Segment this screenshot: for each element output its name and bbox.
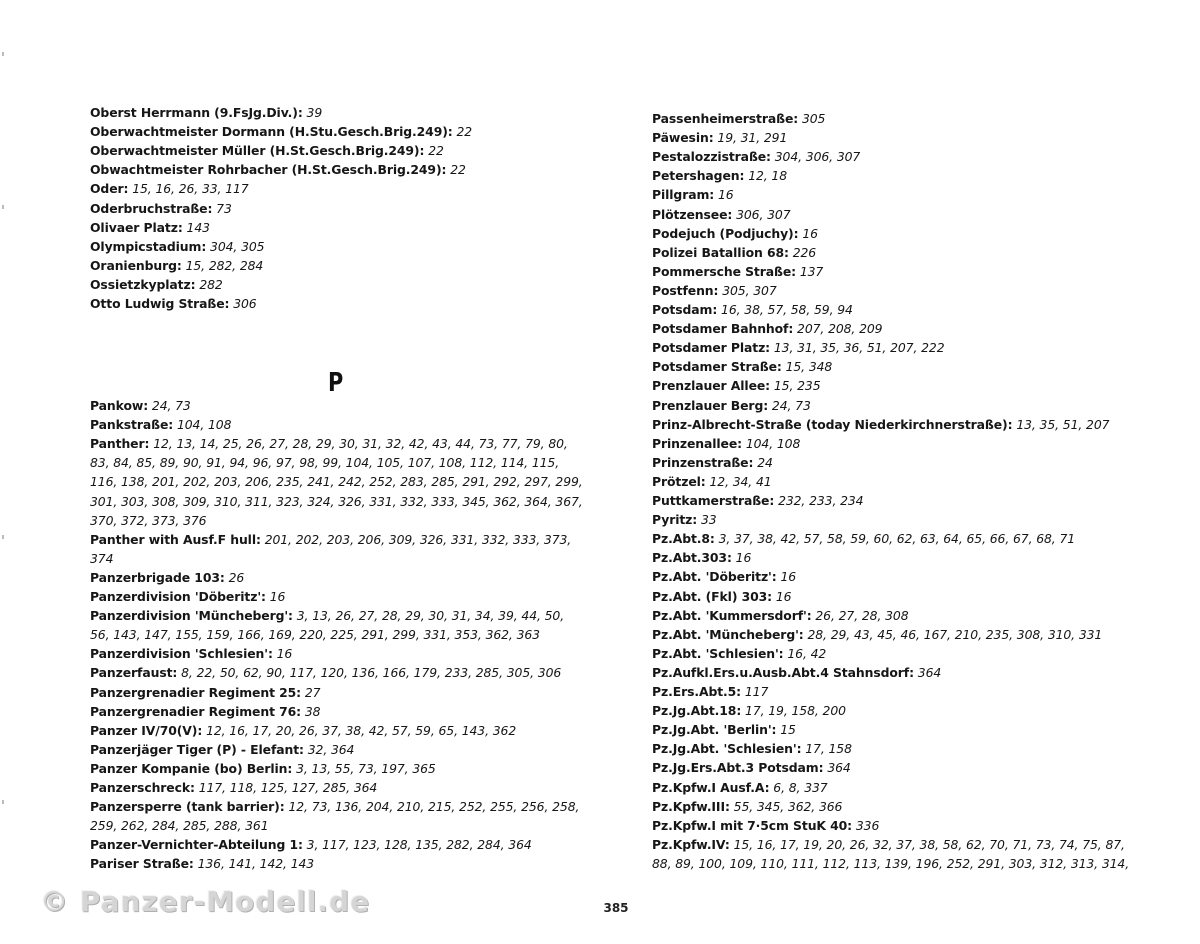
- index-term: Pz.Aufkl.Ers.u.Ausb.Abt.4 Stahnsdorf:: [652, 664, 914, 680]
- index-entry-continuation: [90, 511, 590, 530]
- index-page-refs: 88, 89, 100, 109, 110, 111, 112, 113, 139, 196, 252, 291, 303, 312, 313, 314,: [652, 855, 1130, 871]
- index-entry: [652, 663, 1122, 682]
- index-page-refs: 27: [304, 684, 321, 700]
- index-page-refs: 56, 143, 147, 155, 159, 166, 169, 220, 225, 291, 299, 331, 353, 362, 363: [90, 627, 540, 643]
- scan-edge-mark: [2, 52, 4, 56]
- index-page-refs: 304, 305: [210, 238, 265, 254]
- index-term: Prinzenallee:: [652, 435, 743, 451]
- index-term: Panzergrenadier Regiment 25:: [90, 684, 301, 700]
- index-entry: [90, 396, 590, 415]
- index-page-refs: 16, 42: [787, 645, 827, 661]
- index-entry: [90, 199, 590, 218]
- index-page-refs: 83, 84, 85, 89, 90, 91, 94, 96, 97, 98, 99, 104, 105, 107, 108, 112, 114, 115,: [90, 455, 560, 471]
- index-page-refs: 15: [780, 722, 796, 738]
- index-page-refs: 259, 262, 284, 285, 288, 361: [90, 818, 269, 834]
- index-page-refs: 22: [428, 143, 444, 159]
- index-entry: [652, 262, 1122, 281]
- index-entry: [652, 281, 1122, 300]
- index-page-refs: 117, 118, 125, 127, 285, 364: [198, 780, 378, 795]
- index-term: Prenzlauer Berg:: [652, 397, 769, 413]
- index-page-refs: 24, 73: [771, 397, 811, 413]
- index-page-refs: 26, 27, 28, 308: [815, 607, 909, 623]
- index-page-refs: 104, 108: [176, 417, 232, 433]
- index-term: Potsdamer Bahnhof:: [652, 321, 794, 337]
- index-page-refs: 15, 348: [785, 359, 833, 375]
- index-page-refs: 232, 233, 234: [778, 493, 864, 508]
- index-page-refs: 305: [801, 111, 826, 126]
- index-entry: [90, 415, 590, 434]
- index-page-refs: 13, 31, 35, 36, 51, 207, 222: [773, 340, 945, 356]
- index-entry: [652, 185, 1122, 204]
- index-page-refs: 301, 303, 308, 309, 310, 311, 323, 324, 326, 331, 332, 333, 345, 362, 364, 367,: [90, 493, 583, 509]
- index-term: Panzer IV/70(V):: [90, 722, 203, 738]
- index-term: Oberwachtmeister Müller (H.St.Gesch.Brig.249):: [90, 143, 425, 159]
- index-entry: [652, 835, 1125, 854]
- index-page-refs: 38: [304, 703, 321, 719]
- index-term: Pz.Abt.8:: [652, 531, 715, 547]
- index-term: Panzersperre (tank barrier):: [90, 799, 285, 815]
- index-entry: [90, 587, 590, 606]
- index-entry: [90, 606, 590, 625]
- index-page-refs: 17, 158: [805, 741, 852, 757]
- index-term: Panzer-Vernichter-Abteilung 1:: [90, 837, 303, 853]
- index-entry: [652, 128, 1122, 147]
- index-entry: [90, 759, 590, 778]
- index-page-refs: 12, 73, 136, 204, 210, 215, 252, 255, 256, 258,: [288, 799, 580, 815]
- index-page-refs: 207, 208, 209: [797, 321, 883, 337]
- index-page-refs: 370, 372, 373, 376: [90, 512, 207, 528]
- index-page-refs: 12, 18: [748, 168, 787, 184]
- index-page-refs: 6, 8, 337: [773, 779, 828, 795]
- index-entry: [652, 396, 1122, 415]
- index-term: Prötzel:: [652, 473, 706, 489]
- index-term: Panzerbrigade 103:: [90, 569, 225, 585]
- index-page-refs: 24, 73: [151, 398, 191, 413]
- index-page-refs: 364: [827, 760, 851, 776]
- index-entry: [652, 625, 1122, 644]
- index-page-refs: 3, 13, 55, 73, 197, 365: [296, 760, 436, 776]
- index-entry: [652, 109, 1122, 128]
- index-page-refs: 16: [775, 588, 792, 604]
- index-entry: [652, 166, 1122, 185]
- index-page-refs: 306, 307: [736, 206, 791, 222]
- index-page-refs: 304, 306, 307: [774, 149, 861, 165]
- index-page-refs: 22: [450, 162, 466, 178]
- index-page-refs: 104, 108: [745, 435, 801, 451]
- index-page-refs: 15, 16, 26, 33, 117: [132, 181, 249, 197]
- index-entry: [652, 644, 1122, 663]
- index-entry: [652, 147, 1122, 166]
- index-term: Pz.Jg.Ers.Abt.3 Potsdam:: [652, 760, 824, 776]
- index-term: Pyritz:: [652, 512, 698, 528]
- index-page-refs: 15, 16, 17, 19, 20, 26, 32, 37, 38, 58, 62, 70, 71, 73, 74, 75, 87,: [733, 836, 1125, 852]
- index-entry: [652, 797, 1122, 816]
- index-page-refs: 374: [90, 550, 114, 566]
- index-term: Pz.Abt.303:: [652, 550, 732, 566]
- section-letter-heading: P: [328, 368, 344, 398]
- index-term: Panzergrenadier Regiment 76:: [90, 703, 301, 719]
- index-term: Pz.Kpfw.I Ausf.A:: [652, 779, 770, 795]
- index-term: Pillgram:: [652, 187, 715, 203]
- index-page-refs: 201, 202, 203, 206, 309, 326, 331, 332, 333, 373,: [264, 531, 572, 547]
- index-entry: [652, 376, 1122, 395]
- index-entry: [90, 160, 590, 179]
- index-page-refs: 3, 13, 26, 27, 28, 29, 30, 31, 34, 39, 44, 50,: [296, 608, 565, 624]
- index-page-refs: 15, 235: [773, 378, 821, 394]
- index-term: Pankstraße:: [90, 417, 174, 433]
- index-entry-continuation: [90, 472, 590, 491]
- index-page-refs: 15, 282, 284: [185, 257, 264, 273]
- index-term: Pz.Kpfw.III:: [652, 798, 730, 814]
- index-entry: [652, 682, 1122, 701]
- index-term: Oder:: [90, 181, 129, 197]
- index-entry: [90, 702, 590, 721]
- index-page-refs: 13, 35, 51, 207: [1016, 416, 1110, 432]
- index-page-refs: 3, 117, 123, 128, 135, 282, 284, 364: [306, 837, 532, 853]
- index-page-refs: 32, 364: [307, 741, 355, 757]
- index-term: Pz.Jg.Abt. 'Schlesien':: [652, 741, 802, 757]
- index-entry: [652, 606, 1122, 625]
- index-entry: [90, 256, 590, 275]
- index-page-refs: 24: [757, 454, 773, 470]
- index-term: Pestalozzistraße:: [652, 149, 771, 165]
- index-entry: [90, 237, 590, 256]
- index-page-refs: 282: [199, 276, 223, 292]
- index-entry: [90, 434, 590, 453]
- index-term: Pz.Jg.Abt.18:: [652, 703, 742, 719]
- index-term: Oberwachtmeister Dormann (H.Stu.Gesch.Brig.249):: [90, 124, 453, 140]
- index-term: Passenheimerstraße:: [652, 111, 799, 126]
- index-term: Oranienburg:: [90, 257, 182, 273]
- index-term: Panzerjäger Tiger (P) - Elefant:: [90, 741, 304, 757]
- scan-edge-mark: [2, 535, 4, 539]
- index-term: Panzerdivision 'Müncheberg':: [90, 608, 293, 624]
- index-entry: [90, 179, 590, 198]
- index-term: Panzer Kompanie (bo) Berlin:: [90, 760, 293, 776]
- index-term: Pankow:: [90, 398, 149, 413]
- index-page-refs: 33: [700, 512, 717, 528]
- index-term: Prinz-Albrecht-Straße (today Niederkirchnerstraße):: [652, 416, 1013, 432]
- index-entry-continuation: [90, 492, 590, 511]
- index-entry: [652, 701, 1122, 720]
- index-term: Prenzlauer Allee:: [652, 378, 771, 394]
- index-term: Pz.Ers.Abt.5:: [652, 684, 742, 699]
- index-entry: [90, 663, 590, 682]
- index-entry: [652, 720, 1122, 739]
- index-page-refs: 19, 31, 291: [717, 130, 788, 146]
- index-entry-continuation: [90, 625, 590, 644]
- index-term: Pz.Abt. 'Döberitz':: [652, 569, 777, 585]
- index-entry: [652, 415, 1122, 434]
- index-entry: [652, 510, 1122, 529]
- index-page-refs: 16: [276, 646, 293, 662]
- index-entry-continuation: [90, 453, 590, 472]
- index-page-refs: 17, 19, 158, 200: [745, 703, 846, 719]
- index-page-refs: 143: [186, 219, 210, 235]
- index-entry: [652, 778, 1122, 797]
- index-page-refs: 136, 141, 142, 143: [197, 856, 315, 872]
- index-entry: [652, 587, 1122, 606]
- index-entry: [652, 319, 1122, 338]
- index-entry: [90, 835, 590, 854]
- index-entry: [90, 854, 590, 873]
- index-entry: [652, 758, 1122, 777]
- index-page-refs: 16: [780, 569, 797, 585]
- index-term: Podejuch (Podjuchy):: [652, 225, 799, 241]
- index-page-refs: 16: [802, 225, 818, 241]
- index-page-refs: 364: [917, 664, 942, 680]
- index-term: Polizei Batallion 68:: [652, 244, 789, 260]
- index-term: Postfenn:: [652, 282, 719, 298]
- index-term: Petershagen:: [652, 168, 745, 184]
- index-term: Pz.Abt. 'Kummersdorf':: [652, 607, 812, 623]
- index-entry: [652, 491, 1122, 510]
- index-term: Potsdam:: [652, 302, 718, 317]
- index-page-refs: 55, 345, 362, 366: [733, 798, 843, 814]
- index-page-refs: 16, 38, 57, 58, 59, 94: [721, 302, 853, 317]
- index-term: Panzerfaust:: [90, 665, 178, 681]
- index-page-refs: 226: [792, 244, 817, 260]
- index-term: Pariser Straße:: [90, 856, 194, 872]
- index-entry: [90, 797, 590, 816]
- index-page-refs: 12, 16, 17, 20, 26, 37, 38, 42, 57, 59, 65, 143, 362: [206, 722, 517, 738]
- index-term: Plötzensee:: [652, 206, 733, 222]
- index-page-refs: 73: [216, 200, 232, 216]
- index-page-refs: 39: [306, 105, 323, 120]
- index-entry-continuation: [90, 549, 590, 568]
- index-term: Potsdamer Platz:: [652, 340, 771, 356]
- index-entry: [652, 300, 1122, 319]
- index-page-refs: 306: [233, 296, 257, 311]
- index-page-refs: 8, 22, 50, 62, 90, 117, 120, 136, 166, 179, 233, 285, 305, 306: [181, 665, 562, 681]
- index-page-refs: 26: [228, 569, 245, 585]
- index-term: Obwachtmeister Rohrbacher (H.St.Gesch.Brig.249):: [90, 162, 447, 178]
- index-page-refs: 336: [855, 817, 880, 833]
- index-entry: [90, 568, 590, 587]
- index-page-refs: 137: [799, 263, 824, 279]
- index-entry: [90, 530, 590, 549]
- index-term: Pz.Abt. 'Müncheberg':: [652, 626, 804, 642]
- index-entry: [652, 548, 1122, 567]
- index-page-refs: 117: [744, 684, 769, 699]
- index-term: Olivaer Platz:: [90, 219, 183, 235]
- index-term: Pz.Abt. 'Schlesien':: [652, 645, 784, 661]
- index-term: Pz.Kpfw.IV:: [652, 836, 730, 852]
- page-number: 385: [603, 901, 629, 915]
- index-entry: [652, 434, 1122, 453]
- index-term: Pz.Abt. (Fkl) 303:: [652, 588, 773, 604]
- index-entry-continuation: [90, 816, 590, 835]
- index-entry: [90, 740, 590, 759]
- index-entry: [652, 243, 1122, 262]
- index-page-refs: 116, 138, 201, 202, 203, 206, 235, 241, 242, 252, 283, 285, 291, 292, 297, 299,: [90, 474, 583, 490]
- index-entry: [652, 205, 1122, 224]
- index-term: Prinzenstraße:: [652, 454, 754, 470]
- index-entry: [90, 683, 590, 702]
- index-entry-continuation: [652, 854, 1130, 873]
- index-term: Panzerdivision 'Schlesien':: [90, 646, 273, 662]
- index-term: Pz.Jg.Abt. 'Berlin':: [652, 722, 777, 738]
- index-page-refs: 305, 307: [722, 282, 777, 298]
- index-term: Päwesin:: [652, 130, 714, 146]
- index-entry: [90, 294, 590, 313]
- index-entry: [652, 338, 1122, 357]
- scan-edge-mark: [2, 205, 4, 209]
- index-entry: [90, 141, 590, 160]
- index-entry: [652, 529, 1122, 548]
- index-term: Olympicstadium:: [90, 238, 207, 254]
- index-term: Oberst Herrmann (9.FsJg.Div.):: [90, 105, 303, 120]
- index-term: Panzerdivision 'Döberitz':: [90, 589, 266, 604]
- index-entry: [652, 816, 1122, 835]
- index-term: Pommersche Straße:: [652, 263, 796, 279]
- index-term: Otto Ludwig Straße:: [90, 296, 230, 311]
- index-entry: [652, 739, 1122, 758]
- index-term: Potsdamer Straße:: [652, 359, 782, 375]
- index-term: Panther with Ausf.F hull:: [90, 531, 261, 547]
- index-term: Panzerschreck:: [90, 780, 195, 795]
- index-page-refs: 12, 34, 41: [709, 473, 772, 489]
- index-entry: [652, 453, 1122, 472]
- index-entry: [652, 357, 1122, 376]
- index-page-refs: 16: [717, 187, 734, 203]
- index-entry: [652, 567, 1122, 586]
- index-entry: [652, 472, 1122, 491]
- index-page-refs: 22: [456, 124, 473, 140]
- index-entry: [90, 644, 590, 663]
- index-page-refs: 28, 29, 43, 45, 46, 167, 210, 235, 308, 310, 331: [807, 626, 1103, 642]
- watermark-logo: © Panzer-Modell.de: [40, 885, 371, 918]
- index-page-refs: 3, 37, 38, 42, 57, 58, 59, 60, 62, 63, 64, 65, 66, 67, 68, 71: [718, 531, 1076, 547]
- index-entry: [90, 122, 590, 141]
- index-page-refs: 16: [269, 589, 286, 604]
- index-entry: [90, 103, 590, 122]
- index-page-refs: 16: [735, 550, 752, 566]
- index-term: Panther:: [90, 436, 150, 452]
- index-entry: [90, 721, 590, 740]
- index-entry: [90, 778, 590, 797]
- index-term: Puttkamerstraße:: [652, 493, 775, 508]
- index-entry: [90, 218, 590, 237]
- index-term: Ossietzkyplatz:: [90, 276, 196, 292]
- index-entry: [652, 224, 1122, 243]
- index-term: Pz.Kpfw.I mit 7·5cm StuK 40:: [652, 817, 853, 833]
- index-page-refs: 12, 13, 14, 25, 26, 27, 28, 29, 30, 31, 32, 42, 43, 44, 73, 77, 79, 80,: [153, 436, 568, 452]
- index-entry: [90, 275, 590, 294]
- scan-edge-mark: [2, 800, 4, 804]
- index-term: Oderbruchstraße:: [90, 200, 213, 216]
